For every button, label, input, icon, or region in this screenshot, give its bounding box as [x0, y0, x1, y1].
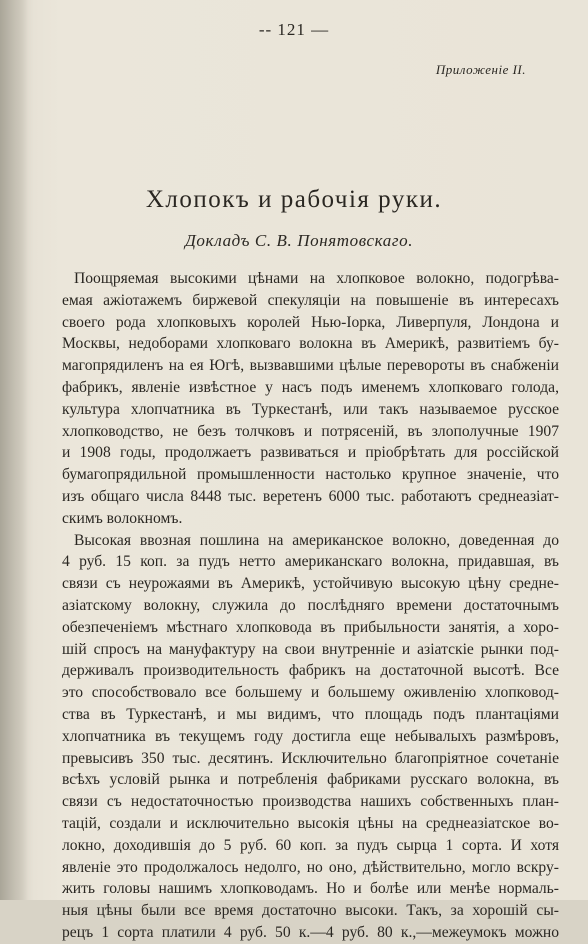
text-line: явленіе это продолжалось недолго, но оно, дѣйствительно, могло вскру- [62, 858, 559, 876]
text-line: рецъ 1 сорта платили 4 руб. 50 к.—4 руб. 80 к.,—межеумокъ можно [62, 923, 559, 941]
text-line: своего рода хлопковыхъ королей Нью-Іорка, Ливерпуля, Лондона и [62, 313, 559, 331]
text-line: связи съ неурожаями въ Америкѣ, устойчивую высокую цѣну средне- [62, 575, 559, 593]
text-line: ныя цѣны были все время достаточно высоки. Такъ, за хорошій сы- [62, 902, 559, 920]
text-line: фабрикъ, явленіе извѣстное у насъ подъ именемъ хлопковаго голода, [62, 378, 559, 396]
text-line: всѣхъ условій рынка и потребленія фабриками русскаго волокна, въ [62, 771, 559, 789]
text-line: Москвы, недоборами хлопковаго волокна въ Америкѣ, развитіемъ бу- [62, 335, 559, 353]
text-line: хлопчатника въ текущемъ году достигла еще небывалыхъ размѣровъ, [62, 727, 559, 745]
text-line: и 1908 годы, продолжаетъ развиваться и пріобрѣтать для россійской [62, 444, 559, 462]
appendix-label: Приложеніе II. [435, 62, 526, 77]
text-line: тацій, создали и исключительно высокія цѣны на среднеазіатское во- [62, 814, 559, 832]
text-line: хлопководство, не безъ толчковъ и потрясеній, въ злополучные 1907 [62, 422, 559, 440]
text-line: локно, доходившія до 5 руб. 60 коп. за пудъ сырца 1 сорта. И хотя [62, 836, 559, 854]
text-line: ства въ Туркестанѣ, и мы видимъ, что площадь подъ плантаціями [62, 705, 559, 723]
text-line: бумагопрядильной промышленности настолько крупное значеніе, что [62, 466, 559, 484]
text-line: магопрядиленъ на ея Югѣ, вызвавшими цѣлые перевороты въ снабженіи [62, 357, 559, 375]
text-line: превысивъ 350 тыс. десятинъ. Исключительно благопріятное сочетаніе [62, 749, 559, 767]
article-title: Хлопокъ и рабочія руки. [145, 186, 443, 213]
text-line: скимъ волокномъ. [62, 509, 183, 527]
text-line: 4 руб. 15 коп. за пудъ нетто американскаго волокна, придавшая, въ [62, 553, 559, 571]
text-line: изъ общаго числа 8448 тыс. веретенъ 6000 тыс. работаютъ среднеазіат- [62, 487, 559, 505]
article-body [62, 268, 559, 944]
text-line: Высокая ввозная пошлина на американское волокно, доведенная до [74, 531, 559, 549]
text-line: Поощряемая высокими цѣнами на хлопковое волокно, подогрѣва- [74, 270, 559, 287]
text-line: обезпеченіемъ мѣстнаго хлопковода въ прибыльности занятія, а хоро- [62, 618, 559, 636]
book-spine-shadow [0, 0, 28, 900]
text-line: емая ажіотажемъ биржевой спекуляціи на повышеніе въ интересахъ [62, 291, 559, 309]
article-subtitle: Докладъ С. В. Понятовскаго. [184, 231, 414, 250]
text-line: азіатскому волокну, служила до послѣдняго времени достаточнымъ [62, 596, 559, 614]
text-line: это способствовало все большему и большему оживленію хлопковод- [62, 684, 559, 702]
page-number: -- 121 — [258, 20, 330, 39]
text-line: связи съ недостаточностью производства нашихъ собственныхъ план- [62, 793, 559, 811]
text-line: шій спросъ на мануфактуру на свои внутренніе и азіатскіе рынки под- [62, 640, 559, 658]
text-line: культура хлопчатника въ Туркестанѣ, или такъ называемое русское [62, 400, 559, 418]
text-line: жить головы нашимъ хлопководамъ. Но и болѣе или менѣе нормаль- [62, 880, 559, 898]
text-line: держивалъ производительность фабрикъ на достаточной высотѣ. Все [62, 662, 559, 680]
